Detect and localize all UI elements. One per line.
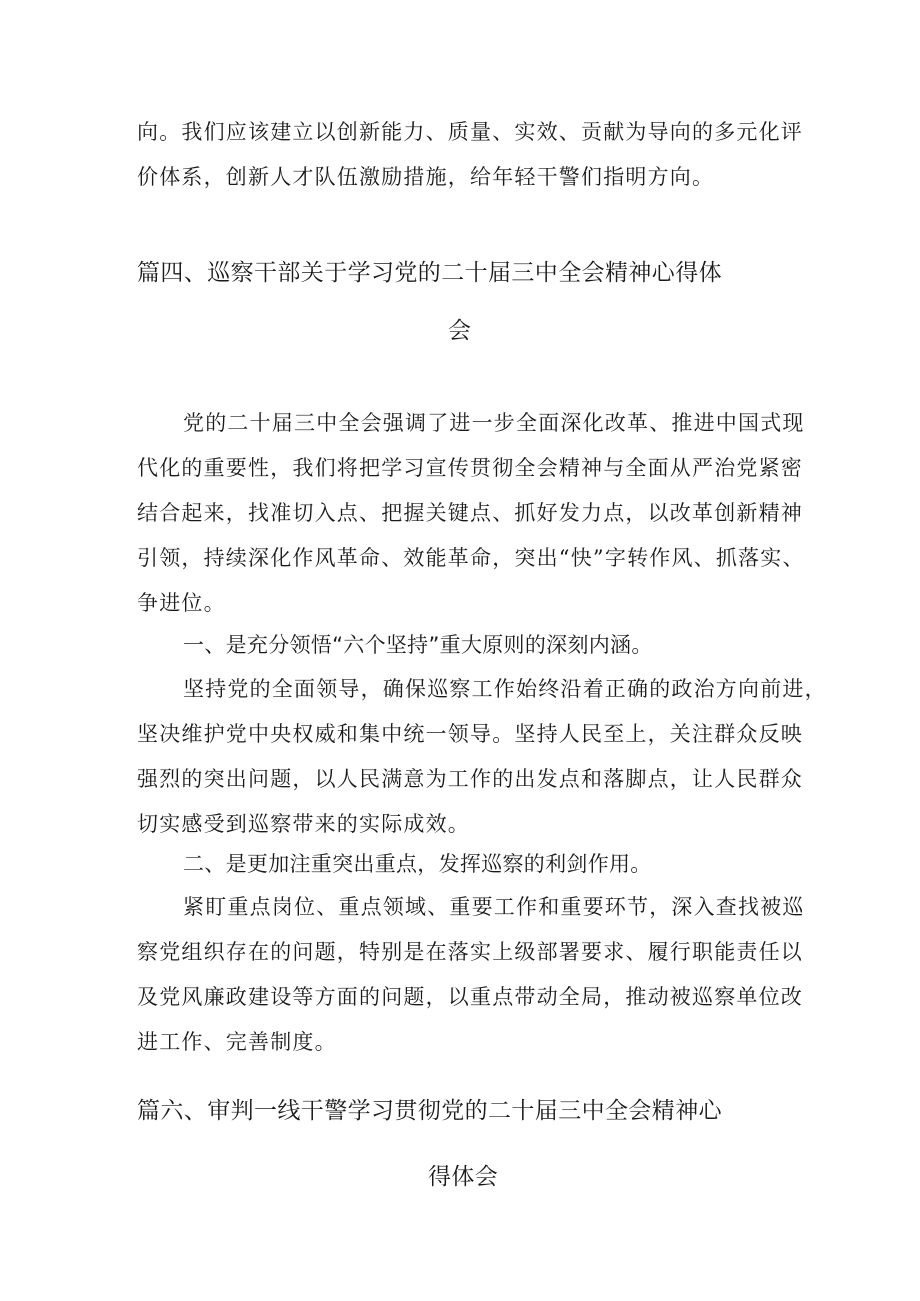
section4-title-line-1: 篇四、巡察干部关于学习党的二十届三中全会精神心得体 <box>137 260 722 286</box>
point1-heading: 一、是充分领悟“六个坚持”重大原则的深刻内涵。 <box>183 633 653 657</box>
section6-title-line-1: 篇六、审判一线干警学习贯彻党的二十届三中全会精神心 <box>137 1098 722 1124</box>
point1-line-1: 坚持党的全面领导，确保巡察工作始终沿着正确的政治方向前进， <box>183 677 827 701</box>
point2-line-2: 察党组织存在的问题，特别是在落实上级部署要求、履行职能责任以 <box>137 940 803 964</box>
point2-heading: 二、是更加注重突出重点，发挥巡察的利剑作用。 <box>183 852 652 876</box>
intro-line-1: 党的二十届三中全会强调了进一步全面深化改革、推进中国式现 <box>183 411 805 435</box>
section4-title-line-2: 会 <box>448 318 472 344</box>
point2-line-1: 紧盯重点岗位、重点领域、重要工作和重要环节，深入查找被巡 <box>183 895 805 919</box>
point1-line-2: 坚决维护党中央权威和集中统一领导。坚持人民至上，关注群众反映 <box>137 722 803 746</box>
point1-line-4: 切实感受到巡察带来的实际成效。 <box>137 812 470 836</box>
point2-line-4: 进工作、完善制度。 <box>137 1030 337 1054</box>
continuation-line-2: 价体系，创新人才队伍激励措施，给年轻干警们指明方向。 <box>137 165 715 189</box>
intro-line-4: 引领，持续深化作风革命、效能革命，突出“快”字转作风、抓落实、 <box>137 546 805 570</box>
point2-line-3: 及党风廉政建设等方面的问题，以重点带动全局，推动被巡察单位改 <box>137 985 803 1009</box>
intro-line-3: 结合起来，找准切入点、把握关键点、抓好发力点，以改革创新精神 <box>137 501 803 525</box>
section6-title-line-2: 得体会 <box>428 1164 499 1190</box>
intro-line-5: 争进位。 <box>137 591 226 615</box>
intro-line-2: 代化的重要性，我们将把学习宣传贯彻全会精神与全面从严治党紧密 <box>137 456 803 480</box>
point1-line-3: 强烈的突出问题，以人民满意为工作的出发点和落脚点，让人民群众 <box>137 767 803 791</box>
continuation-line-1: 向。我们应该建立以创新能力、质量、实效、贡献为导向的多元化评 <box>137 120 803 144</box>
